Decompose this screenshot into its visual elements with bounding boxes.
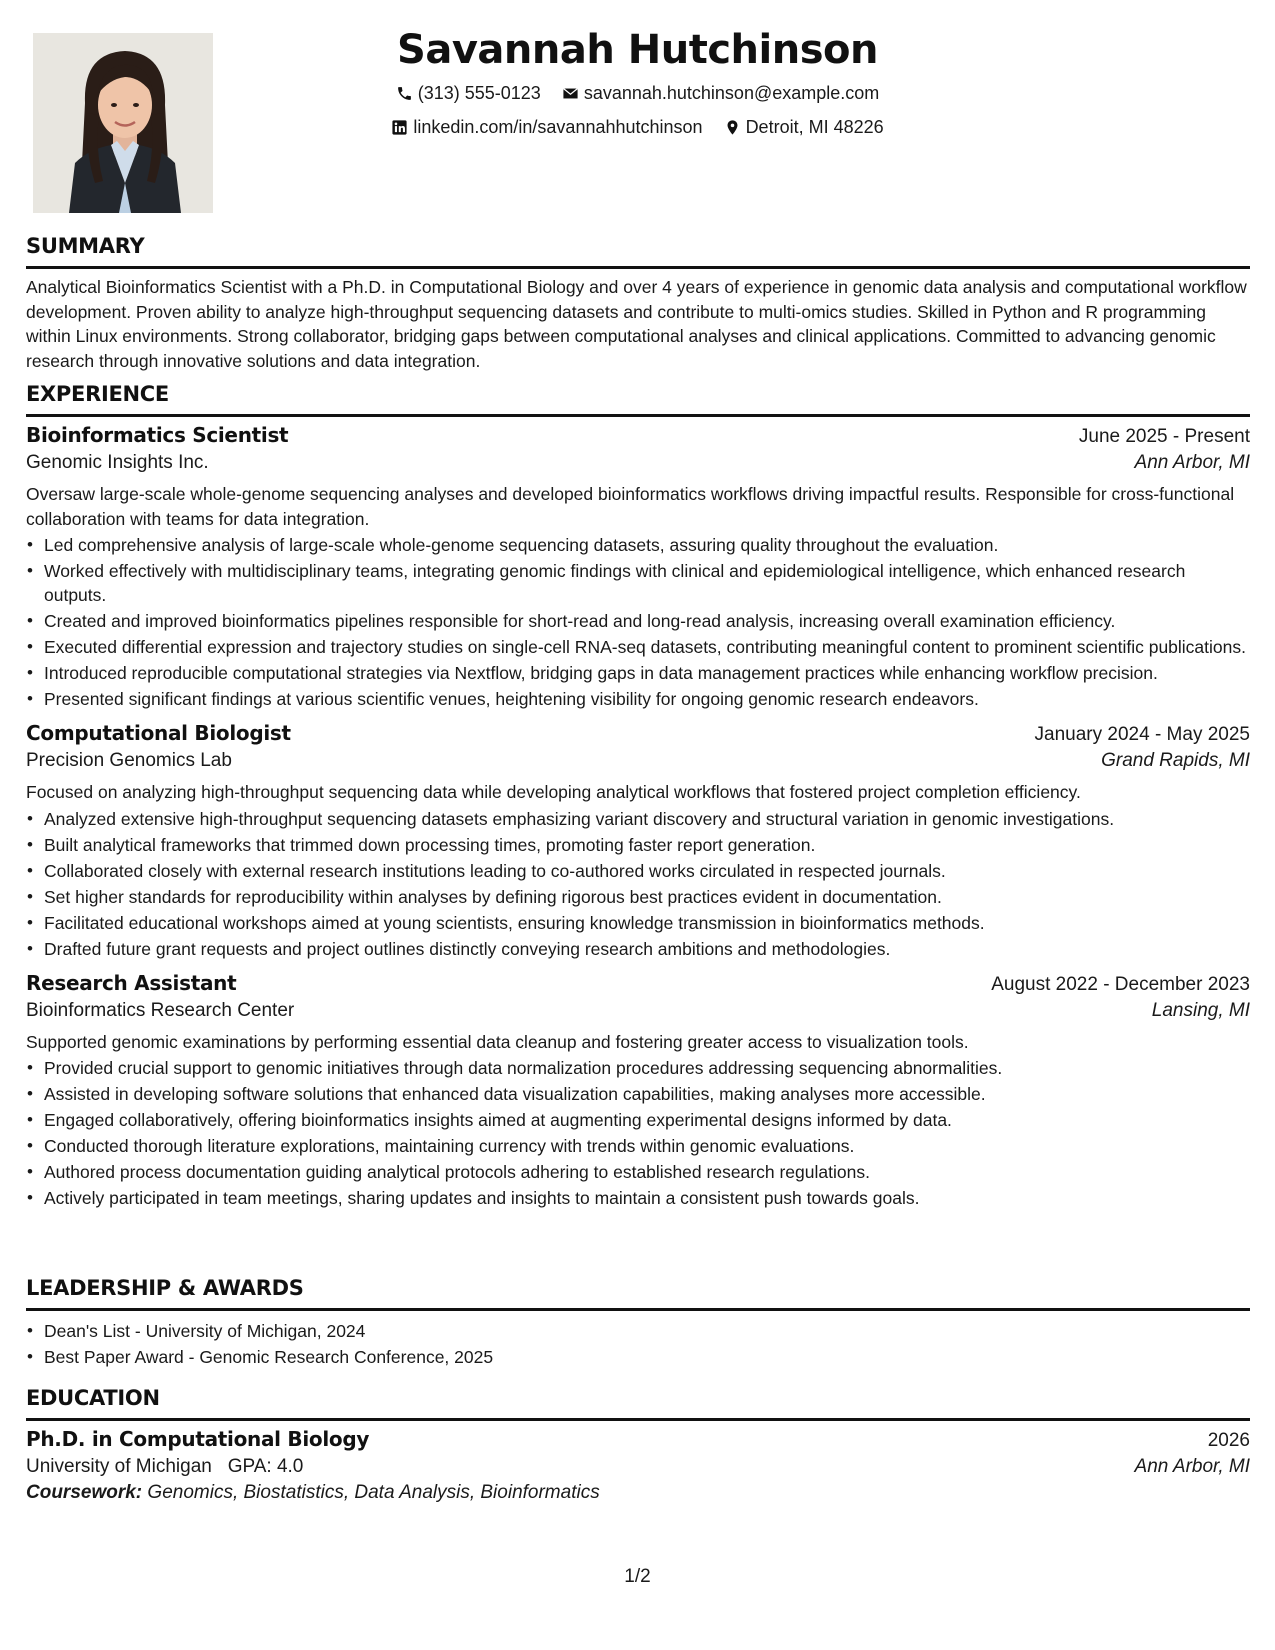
awards-section	[26, 1274, 1250, 1371]
job-dates: June 2025 - Present	[1078, 426, 1250, 447]
list-item: • Introduced reproducible computational strategies via Nextflow, bridging gaps in data management practices while enhancing workflow precision.	[44, 661, 1250, 685]
job-company: Genomic Insights Inc.	[26, 452, 209, 473]
list-item: • Best Paper Award - Genomic Research Conference, 2025	[44, 1345, 1250, 1369]
phone-icon	[396, 85, 413, 102]
list-item: • Built analytical frameworks that trimmed down processing times, promoting faster report generation.	[44, 833, 1250, 857]
job-bullets	[26, 1056, 1250, 1210]
job-company: Precision Genomics Lab	[26, 750, 232, 771]
list-item: • Worked effectively with multidisciplinary teams, integrating genomic findings with clinical and epidemiological intelligence, which enhanced research outputs.	[44, 559, 1250, 607]
list-item: • Analyzed extensive high-throughput sequencing datasets emphasizing variant discovery and structural variation in genomic investigations.	[44, 807, 1250, 831]
job-dates: January 2024 - May 2025	[1034, 724, 1250, 745]
job-bullets	[26, 807, 1250, 961]
coursework-label: Coursework:	[26, 1482, 143, 1503]
education-heading: EDUCATION	[26, 1384, 1250, 1421]
job-location: Grand Rapids, MI	[1101, 750, 1250, 771]
list-item: • Assisted in developing software solutions that enhanced data visualization capabilities, making analyses more accessible.	[44, 1082, 1250, 1106]
contact-line-1	[0, 78, 1275, 112]
school-name: University of Michigan	[26, 1456, 212, 1477]
job-location: Ann Arbor, MI	[1134, 452, 1250, 473]
job-entry	[26, 971, 1250, 1211]
awards-heading: LEADERSHIP & AWARDS	[26, 1274, 1250, 1311]
envelope-icon	[562, 85, 579, 102]
experience-heading: EXPERIENCE	[26, 380, 1250, 417]
coursework	[26, 1482, 1250, 1504]
linkedin-contact[interactable]	[391, 112, 702, 143]
location-contact	[724, 112, 884, 143]
awards-list	[26, 1319, 1250, 1369]
school-name-gpa	[26, 1456, 303, 1478]
resume-header	[0, 22, 1275, 146]
job-description: Supported genomic examinations by performing essential data cleanup and fostering greater access to visualization tools.	[26, 1031, 969, 1052]
job-dates: August 2022 - December 2023	[991, 973, 1250, 995]
job-title: Research Assistant	[26, 970, 237, 995]
email-text: savannah.hutchinson@example.com	[583, 83, 880, 103]
list-item: • Conducted thorough literature explorations, maintaining currency with trends within genomic evaluations.	[44, 1134, 1250, 1158]
coursework-list: Genomics, Biostatistics, Data Analysis, Bioinformatics	[147, 1482, 600, 1503]
list-item: • Engaged collaboratively, offering bioinformatics insights aimed at augmenting experimental designs informed by data.	[44, 1108, 1250, 1132]
summary-heading: SUMMARY	[26, 232, 1250, 269]
phone-text: (313) 555-0123	[417, 83, 541, 103]
map-pin-icon	[724, 119, 741, 136]
education-section	[26, 1384, 1250, 1504]
contact-line-2	[0, 112, 1275, 146]
summary-section	[26, 232, 1250, 373]
job-entry	[26, 721, 1250, 961]
job-location: Lansing, MI	[1151, 999, 1250, 1021]
job-title: Computational Biologist	[26, 721, 291, 745]
job-company: Bioinformatics Research Center	[26, 999, 295, 1021]
list-item: • Actively participated in team meetings, sharing updates and insights to maintain a consistent push towards goals.	[44, 1186, 1250, 1210]
page-number: 1/2	[624, 1566, 651, 1587]
list-item: • Set higher standards for reproducibility within analyses by defining rigorous best practices evident in documentation.	[44, 885, 1250, 909]
list-item: • Created and improved bioinformatics pipelines responsible for short-read and long-read analysis, increasing overall examination efficiency.	[44, 609, 1250, 633]
job-description: Focused on analyzing high-throughput sequencing data while developing analytical workflows that fostered project completion efficiency.	[26, 782, 1081, 802]
email-contact[interactable]	[562, 78, 879, 109]
linkedin-icon	[391, 119, 408, 136]
job-bullets	[26, 533, 1250, 711]
linkedin-text: linkedin.com/in/savannahhutchinson	[413, 117, 703, 137]
candidate-name: Savannah Hutchinson	[397, 27, 878, 73]
list-item: • Dean's List - University of Michigan, 2024	[44, 1319, 1250, 1343]
list-item: • Presented significant findings at various scientific venues, heightening visibility for ongoing genomic research endeavors.	[44, 687, 1250, 711]
phone-contact[interactable]	[396, 78, 541, 109]
location-text: Detroit, MI 48226	[745, 117, 884, 137]
list-item: • Drafted future grant requests and project outlines distinctly conveying research ambitions and methodologies.	[44, 937, 1250, 961]
gpa: GPA: 4.0	[227, 1456, 304, 1477]
list-item: • Authored process documentation guiding analytical protocols adhering to established research regulations.	[44, 1160, 1250, 1184]
job-entry	[26, 423, 1250, 711]
list-item: • Facilitated educational workshops aimed at young scientists, ensuring knowledge transmission in bioinformatics methods.	[44, 911, 1250, 935]
list-item: • Led comprehensive analysis of large-scale whole-genome sequencing datasets, assuring quality throughout the evaluation.	[44, 533, 1250, 557]
list-item: • Provided crucial support to genomic initiatives through data normalization procedures addressing sequencing abnormalities.	[44, 1056, 1250, 1080]
list-item: • Collaborated closely with external research institutions leading to co-authored works circulated in respected journals.	[44, 859, 1250, 883]
graduation-year: 2026	[1207, 1430, 1250, 1451]
school-location: Ann Arbor, MI	[1134, 1456, 1250, 1477]
experience-section	[26, 380, 1250, 1212]
job-title: Bioinformatics Scientist	[26, 423, 289, 447]
list-item: • Executed differential expression and trajectory studies on single-cell RNA-seq datasets, contributing meaningful content to prominent scientific publications.	[44, 635, 1250, 659]
summary-text: Analytical Bioinformatics Scientist with a Ph.D. in Computational Biology and over 4 years of experience in genomic data analysis and computational workflow development. Proven ability to analyze high-throughput sequencing datasets and contribute to multi-omics studies. Skilled in Python and R programming within Linux environments. Strong collaborator, bridging gaps between computational analyses and clinical applications. Committed to advancing genomic research through innovative solutions and data integration.	[26, 277, 1247, 371]
degree-title: Ph.D. in Computational Biology	[26, 1427, 370, 1451]
job-description: Oversaw large-scale whole-genome sequencing analyses and developed bioinformatics workflows driving impactful results. Responsible for cross-functional collaboration with teams for data integration.	[26, 484, 1235, 529]
